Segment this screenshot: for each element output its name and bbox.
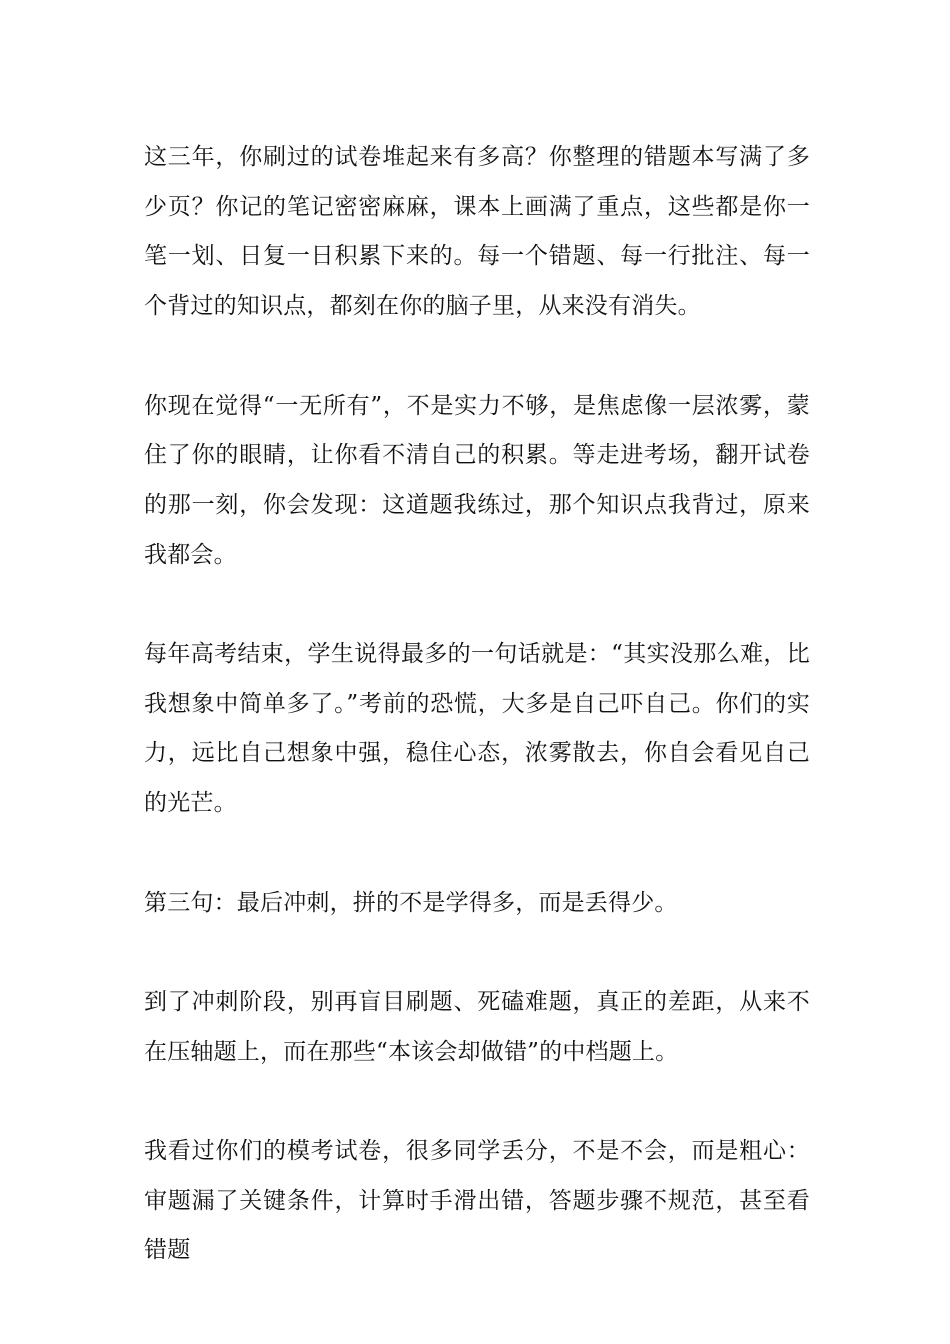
document-body [144, 133, 810, 1276]
paragraph-anxiety-fog: 你现在觉得“一无所有”，不是实力不够，是焦虑像一层浓雾，蒙住了你的眼睛，让你看不清自己的积累。等走进考场，翻开试卷的那一刻，你会发现：这道题我练过，那个知识点我背过，原来我都会。 [144, 392, 810, 568]
paragraph-exam-reflection: 每年高考结束，学生说得最多的一句话就是：“其实没那么难，比我想象中简单多了。”考前的恐慌，大多是自己吓自己。你们的实力，远比自己想象中强，稳住心态，浓雾散去，你自会看见自己的光芒。 [144, 641, 810, 817]
paragraph-accumulation: 这三年，你刷过的试卷堆起来有多高？你整理的错题本写满了多少页？你记的笔记密密麻麻，课本上画满了重点，这些都是你一笔一划、日复一日积累下来的。每一个错题、每一行批注、每一个背过的知识点，都刻在你的脑子里，从来没有消失。 [144, 144, 810, 320]
paragraph-careless-mistakes: 我看过你们的模考试卷，很多同学丢分，不是不会，而是粗心：审题漏了关键条件，计算时手滑出错，答题步骤不规范，甚至看错题 [144, 1137, 810, 1264]
paragraph-third-point-heading: 第三句：最后冲刺，拼的不是学得多，而是丢得少。 [144, 889, 678, 916]
paragraph-sprint-stage: 到了冲刺阶段，别再盲目刷题、死磕难题，真正的差距，从来不在压轴题上，而在那些“本该会却做错”的中档题上。 [144, 988, 810, 1065]
